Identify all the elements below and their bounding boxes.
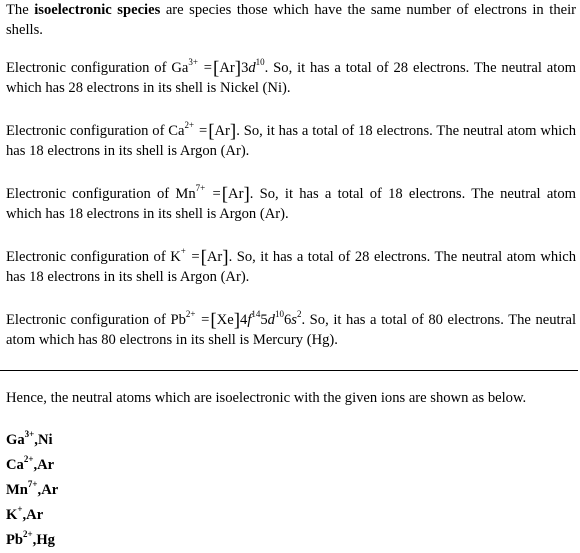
answer-ion: Ca: [6, 457, 24, 473]
ion-symbol: Pb: [170, 312, 186, 328]
ion-symbol: Ca: [168, 123, 185, 139]
ion-symbol: Mn: [175, 186, 196, 202]
bracket-close: ]: [234, 58, 242, 79]
ion-formula: [170, 246, 186, 265]
intro-paragraph: [6, 0, 576, 40]
orbital: [240, 309, 261, 328]
answer-atom: Ni: [37, 432, 53, 448]
orbital-n: 6: [283, 312, 292, 328]
total-sentence: . So, it has a total of 80 electrons.: [301, 312, 504, 328]
bracket-open: [: [210, 310, 217, 331]
bracket-close: ]: [243, 184, 250, 205]
orbital: [260, 309, 284, 328]
ion-charge: 7+: [195, 183, 206, 193]
total-sentence: . So, it has a total of 28 electrons.: [264, 60, 470, 76]
config-lead: Electronic configuration of: [6, 60, 172, 76]
config-lead: Electronic configuration of: [6, 123, 169, 139]
ion-charge: 2+: [185, 309, 196, 319]
core-symbol: Ar: [206, 249, 223, 265]
orbital-n: 3: [241, 60, 249, 76]
ion-symbol: Ga: [171, 60, 189, 76]
orbital: [283, 309, 302, 328]
config-paragraph-ga: [6, 58, 576, 98]
hence-paragraph: Hence, the neutral atoms which are isoelectronic with the given ions are shown as below.: [6, 390, 527, 406]
answer-separator: ,: [32, 532, 37, 548]
orbital-n: 4: [240, 312, 248, 328]
equals-sign: =: [203, 60, 213, 76]
bracket-open: [: [208, 121, 215, 142]
core-symbol: Xe: [216, 312, 234, 328]
orbital: [241, 57, 265, 76]
answer-ion: K: [6, 507, 18, 523]
ion-charge: +: [180, 246, 186, 256]
bracket-open: [: [221, 184, 229, 205]
orbital-electrons: 2: [296, 309, 302, 319]
ion-formula: [175, 183, 206, 202]
equals-sign: =: [191, 249, 200, 265]
answer-item: [6, 503, 58, 528]
answer-list: [6, 428, 58, 553]
config-lead: Electronic configuration of: [6, 249, 171, 265]
neutral-sentence: The neutral atom which has 80 electrons in its shell is Mercury (Hg).: [6, 312, 577, 348]
answer-ion: Mn: [6, 482, 28, 498]
answer-separator: ,: [33, 457, 38, 473]
total-sentence: . So, it has a total of 18 electrons.: [236, 123, 433, 139]
answer-atom: Hg: [36, 532, 55, 548]
equals-sign: =: [212, 186, 221, 202]
total-sentence: . So, it has a total of 28 electrons.: [228, 249, 431, 265]
neutral-sentence: The neutral atom which has 28 electrons in its shell is Nickel (Ni).: [6, 60, 576, 96]
equals-sign: =: [201, 312, 210, 328]
config-paragraph-mn: [6, 184, 576, 224]
answer-charge: 2+: [23, 454, 34, 464]
equals-sign: =: [198, 123, 208, 139]
config-lead: Electronic configuration of: [6, 312, 171, 328]
answer-item: [6, 428, 58, 453]
orbital-n: 5: [260, 312, 268, 328]
neutral-sentence: The neutral atom which has 18 electrons in its shell is Argon (Ar).: [6, 186, 577, 222]
section-divider: [0, 370, 578, 371]
total-sentence: . So, it has a total of 18 electrons.: [249, 186, 466, 202]
answer-separator: ,: [37, 482, 42, 498]
neutral-sentence: The neutral atom which has 18 electrons in its shell is Argon (Ar).: [6, 249, 577, 285]
answer-item: [6, 453, 58, 478]
intro-before: The: [6, 2, 35, 18]
orbital-l: s: [291, 312, 297, 328]
bracket-open: [: [213, 58, 220, 79]
neutral-sentence: The neutral atom which has 18 electrons in its shell is Argon (Ar).: [6, 123, 577, 159]
bracket-close: ]: [222, 247, 229, 268]
config-paragraph-ca: [6, 121, 576, 161]
orbital-electrons: 14: [251, 309, 261, 319]
answer-ion: Ga: [6, 432, 25, 448]
answer-item: [6, 478, 58, 503]
answer-atom: Ar: [37, 457, 55, 473]
orbital-l: f: [247, 312, 252, 328]
ion-formula: [171, 57, 198, 76]
orbital-electrons: 10: [255, 57, 265, 67]
answer-charge: +: [17, 504, 23, 514]
config-paragraph-pb: [6, 310, 576, 350]
bracket-open: [: [200, 247, 207, 268]
answer-charge: 7+: [27, 479, 38, 489]
intro-term: isoelectronic species: [34, 2, 161, 18]
answer-separator: ,: [22, 507, 27, 523]
answer-atom: Ar: [41, 482, 59, 498]
bracket-close: ]: [229, 121, 237, 142]
answer-separator: ,: [34, 432, 38, 448]
ion-charge: 3+: [188, 57, 198, 67]
answer-ion: Pb: [6, 532, 24, 548]
core-symbol: Ar: [219, 60, 235, 76]
ion-symbol: K: [170, 249, 181, 265]
orbital-l: d: [267, 312, 275, 328]
intro-after: are species those which have the same number of electrons in their shells.: [6, 2, 577, 38]
config-lead: Electronic configuration of: [6, 186, 176, 202]
answer-item: [6, 528, 58, 553]
answer-charge: 2+: [23, 529, 33, 539]
ion-formula: [170, 309, 196, 328]
ion-charge: 2+: [184, 120, 195, 130]
answer-atom: Ar: [26, 507, 44, 523]
answer-charge: 3+: [24, 429, 35, 439]
bracket-close: ]: [233, 310, 241, 331]
orbital-l: d: [248, 60, 256, 76]
orbital-electrons: 10: [274, 309, 284, 319]
ion-formula: [168, 120, 195, 139]
config-paragraph-k: [6, 247, 576, 287]
core-symbol: Ar: [228, 186, 244, 202]
core-symbol: Ar: [214, 123, 230, 139]
